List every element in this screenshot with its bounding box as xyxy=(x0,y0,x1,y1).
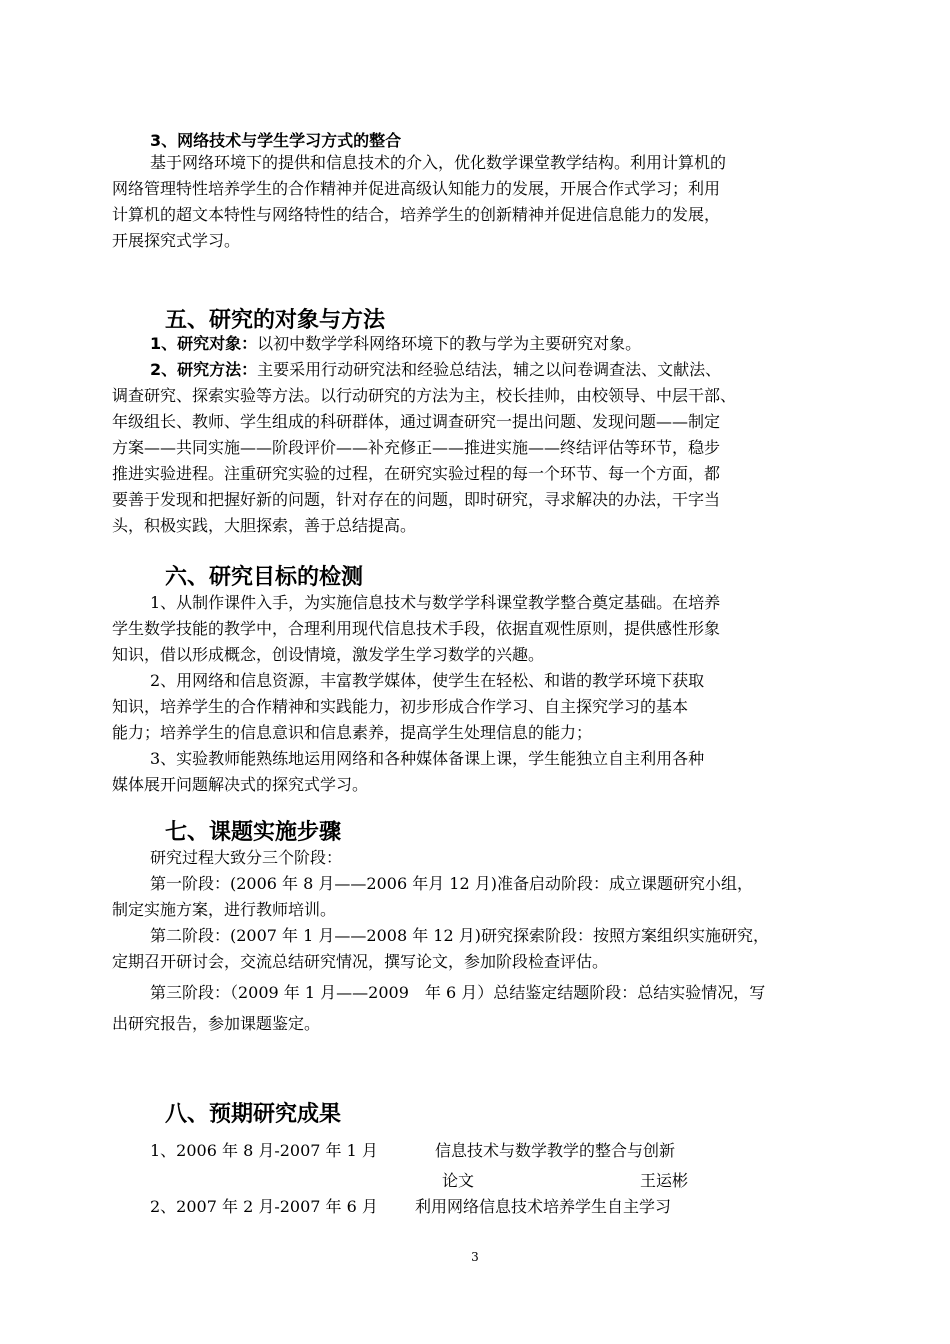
paragraph-line: 媒体展开问题解决式的探究式学习。 xyxy=(112,775,369,794)
paragraph-line: 网络管理特性培养学生的合作精神并促进高级认知能力的发展，开展合作式学习；利用 xyxy=(112,179,721,198)
result-2-date: 2、2007 年 2 月-2007 年 6 月 xyxy=(150,1197,378,1216)
paragraph-line: 基于网络环境下的提供和信息技术的介入，优化数学课堂教学结构。利用计算机的 xyxy=(150,153,727,172)
research-object-label: 1、研究对象： xyxy=(150,334,258,353)
paragraph-line: 第三阶段：（2009 年 1 月——2009 年 6 月）总结鉴定结题阶段：总结实验情况，写 xyxy=(150,983,766,1002)
section-5-title: 五、研究的对象与方法 xyxy=(165,308,386,333)
section-3-title: 3、网络技术与学生学习方式的整合 xyxy=(150,131,402,150)
section-7-title: 七、课题实施步骤 xyxy=(165,820,342,845)
research-object-text: 以初中数学学科网络环境下的教与学为主要研究对象。 xyxy=(257,334,642,353)
paragraph-line: 制定实施方案，进行教师培训。 xyxy=(112,900,337,919)
paragraph-line: 2、用网络和信息资源，丰富教学媒体，使学生在轻松、和谐的教学环境下获取 xyxy=(150,671,705,690)
paragraph-line: 推进实验进程。注重研究实验的过程，在研究实验过程的每一个环节、每一个方面，都 xyxy=(112,464,721,483)
page-number: 3 xyxy=(471,1250,479,1264)
paragraph-line: 头，积极实践，大胆探索，善于总结提高。 xyxy=(112,516,417,535)
paragraph-line: 1、从制作课件入手，为实施信息技术与数学学科课堂教学整合奠定基础。在培养 xyxy=(150,593,721,612)
paragraph-line: 知识，借以形成概念，创设情境，激发学生学习数学的兴趣。 xyxy=(112,645,545,664)
research-object-line xyxy=(150,331,641,354)
paragraph-line: 年级组长、教师、学生组成的科研群体，通过调查研究一提出问题、发现问题——制定 xyxy=(112,412,721,431)
paragraph-line: 调查研究、探索实验等方法。以行动研究的方法为主，校长挂帅，由校领导、中层干部、 xyxy=(112,386,737,405)
paragraph-line: 方案——共同实施——阶段评价——补充修正——推进实施——终结评估等环节，稳步 xyxy=(112,438,721,457)
paragraph-line: 3、实验教师能熟练地运用网络和各种媒体备课上课，学生能独立自主利用各种 xyxy=(150,749,705,768)
paragraph-line: 计算机的超文本特性与网络特性的结合，培养学生的创新精神并促进信息能力的发展， xyxy=(112,205,721,224)
section-6-title: 六、研究目标的检测 xyxy=(165,565,364,590)
paragraph-line: 能力；培养学生的信息意识和信息素养，提高学生处理信息的能力； xyxy=(112,723,593,742)
paragraph-line: 定期召开研讨会，交流总结研究情况，撰写论文，参加阶段检查评估。 xyxy=(112,952,609,971)
paragraph-line: 出研究报告，参加课题鉴定。 xyxy=(112,1014,321,1033)
research-method-text: 主要采用行动研究法和经验总结法，辅之以问卷调查法、文献法、 xyxy=(257,360,722,379)
paragraph-line: 学生数学技能的教学中，合理利用现代信息技术手段，依据直观性原则，提供感性形象 xyxy=(112,619,721,638)
paragraph-line: 第一阶段：(2006 年 8 月——2006 年月 12 月)准备启动阶段：成立课题研究小组， xyxy=(150,874,753,893)
research-method-line xyxy=(150,357,721,380)
result-1-type: 论文 xyxy=(442,1171,475,1190)
paragraph-line: 第二阶段：(2007 年 1 月——2008 年 12 月)研究探索阶段：按照方案组织实施研究， xyxy=(150,926,769,945)
research-method-label: 2、研究方法： xyxy=(150,360,258,379)
result-1-author: 王运彬 xyxy=(640,1171,689,1190)
result-2-title: 利用网络信息技术培养学生自主学习 xyxy=(415,1197,672,1216)
paragraph-line: 开展探究式学习。 xyxy=(112,231,241,250)
paragraph-line: 研究过程大致分三个阶段： xyxy=(150,848,343,867)
result-1-title: 信息技术与数学教学的整合与创新 xyxy=(435,1141,676,1160)
result-1-date: 1、2006 年 8 月-2007 年 1 月 xyxy=(150,1141,378,1160)
paragraph-line: 知识，培养学生的合作精神和实践能力，初步形成合作学习、自主探究学习的基本 xyxy=(112,697,689,716)
paragraph-line: 要善于发现和把握好新的问题，针对存在的问题，即时研究，寻求解决的办法，干字当 xyxy=(112,490,721,509)
section-8-title: 八、预期研究成果 xyxy=(165,1102,342,1127)
